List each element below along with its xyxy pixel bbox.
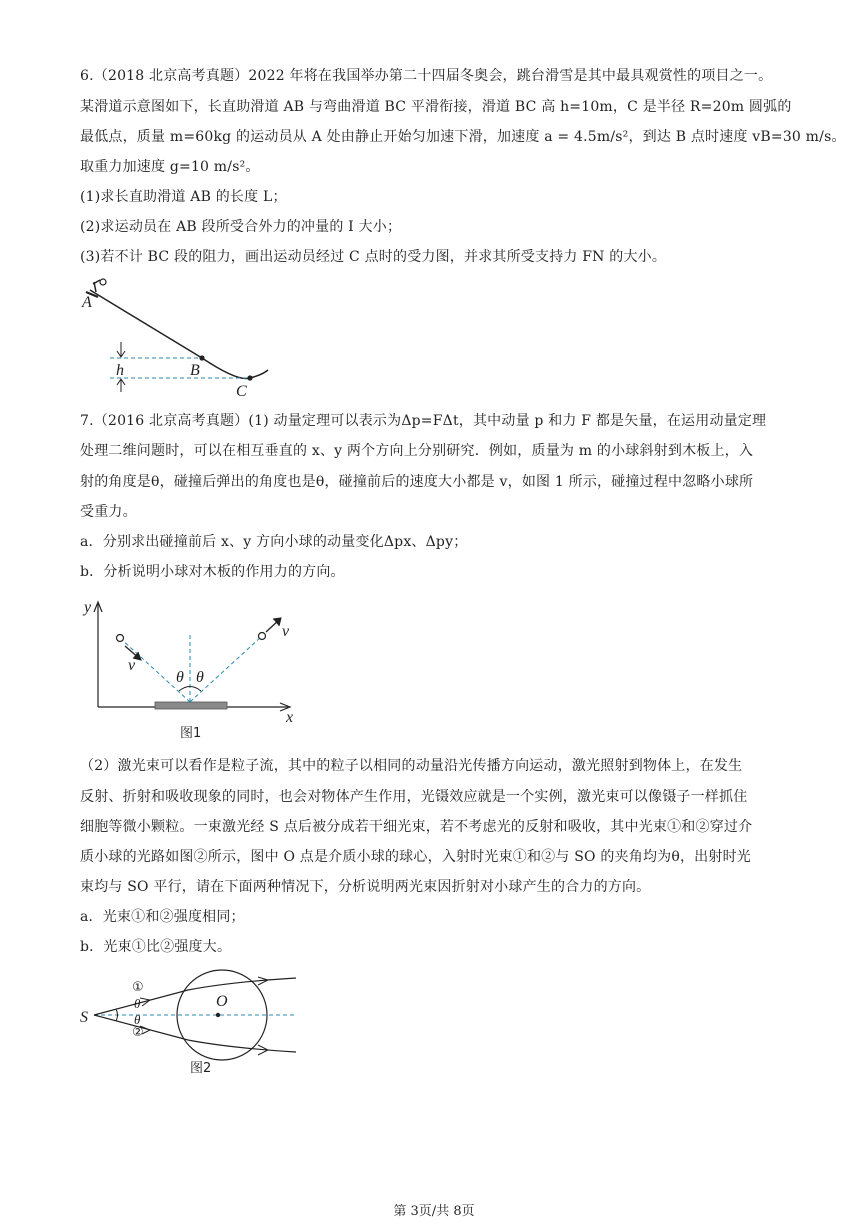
beam-1 xyxy=(94,978,296,1015)
part-2-line-5: 束均与 SO 平行，请在下面两种情况下，分析说明两光束因折射对小球产生的合力的方向。 xyxy=(80,879,651,895)
point-o xyxy=(216,1013,220,1017)
problem-7-part-b: b．分析说明小球对木板的作用力的方向。 xyxy=(80,564,345,580)
axis-x-label: x xyxy=(286,709,294,726)
ball-incoming xyxy=(117,635,124,642)
beam-1-label: ① xyxy=(132,980,144,995)
figure-1-collision xyxy=(0,590,868,750)
problem-7-part-a: a．分别求出碰撞前后 x、y 方向小球的动量变化Δpx、Δpy； xyxy=(80,534,468,550)
part-2-case-a: a．光束①和②强度相同； xyxy=(80,909,245,925)
problem-6-line-4: 取重力加速度 g=10 m/s²。 xyxy=(80,159,260,175)
theta-bottom-label: θ xyxy=(134,1012,141,1027)
beam-2-label: ② xyxy=(132,1025,144,1040)
label-a: A xyxy=(82,294,92,311)
ball-outgoing xyxy=(259,633,266,640)
theta-top-label: θ xyxy=(134,996,141,1011)
velocity-in-label: v xyxy=(128,657,136,674)
problem-6-question-2: (2)求运动员在 AB 段所受合外力的冲量的 I 大小； xyxy=(80,219,402,235)
part-2-line-3: 细胞等微小颗粒。一束激光经 S 点后被分成若干细光束，若不考虑光的反射和吸收，其中光束①和②穿过介 xyxy=(80,819,753,835)
label-s: S xyxy=(80,1009,88,1026)
part-2-line-2: 反射、折射和吸收现象的同时，也会对物体产生作用，光镊效应就是一个实例，激光束可以像镊子一样抓住 xyxy=(80,789,748,805)
problem-7-line-2: 处理二维问题时，可以在相互垂直的 x、y 两个方向上分别研究．例如，质量为 m 的小球斜射到木板上，入 xyxy=(80,443,754,459)
figure-2-caption: 图2 xyxy=(190,1061,212,1076)
problem-7-line-3: 射的角度是θ，碰撞后弹出的角度也是θ，碰撞前后的速度大小都是 v，如图 1 所示，碰撞过程中忽略小球所 xyxy=(80,474,754,490)
figure-1-caption: 图1 xyxy=(180,726,202,741)
axis-y-label: y xyxy=(84,599,92,616)
label-o: O xyxy=(216,993,228,1010)
theta-right-label: θ xyxy=(196,669,204,686)
problem-6-line-3: 最低点，质量 m=60kg 的运动员从 A 处由静止开始匀加速下滑，加速度 a = 4.5m/s²，到达 B 点时速度 vB=30 m/s。 xyxy=(80,129,846,145)
problem-6-question-1: (1)求长直助滑道 AB 的长度 L； xyxy=(80,189,287,205)
problem-6-line-2: 某滑道示意图如下，长直助滑道 AB 与弯曲滑道 BC 平滑衔接，滑道 BC 高 h=10m，C 是半径 R=20m 圆弧的 xyxy=(80,99,792,115)
problem-6-question-3: (3)若不计 BC 段的阻力，画出运动员经过 C 点时的受力图，并求其所受支持力 FN 的大小。 xyxy=(80,249,667,265)
part-2-case-b: b．光束①比②强度大。 xyxy=(80,939,232,955)
label-b: B xyxy=(190,362,200,379)
problem-7-line-1: 7.（2016 北京高考真题）(1) 动量定理可以表示为Δp=FΔt，其中动量 p 和力 F 都是矢量，在运用动量定理 xyxy=(80,413,767,429)
problem-6-line-1: 6.（2018 北京高考真题）2022 年将在我国举办第二十四届冬奥会，跳台滑雪是其中最具观赏性的项目之一。 xyxy=(80,68,773,84)
figure-2-laser-sphere xyxy=(0,960,868,1080)
wood-board xyxy=(155,702,227,709)
problem-7-line-4: 受重力。 xyxy=(80,504,137,520)
point-b xyxy=(199,355,204,360)
label-c: C xyxy=(236,383,247,400)
velocity-out-label: v xyxy=(282,623,290,640)
point-c xyxy=(247,375,252,380)
part-2-line-1: （2）激光束可以看作是粒子流，其中的粒子以相同的动量沿光传播方向运动，激光照射到物体上，在发生 xyxy=(80,758,743,774)
label-h: h xyxy=(116,362,124,379)
part-2-line-4: 质小球的光路如图②所示，图中 O 点是介质小球的球心，入射时光束①和②与 SO 的夹角均为θ，出射时光 xyxy=(80,849,751,865)
page-footer: 第 3页/共 8页 xyxy=(393,1204,475,1219)
beam-2 xyxy=(94,1015,296,1052)
theta-left-label: θ xyxy=(176,669,184,686)
ski-slope-figure xyxy=(0,0,868,400)
